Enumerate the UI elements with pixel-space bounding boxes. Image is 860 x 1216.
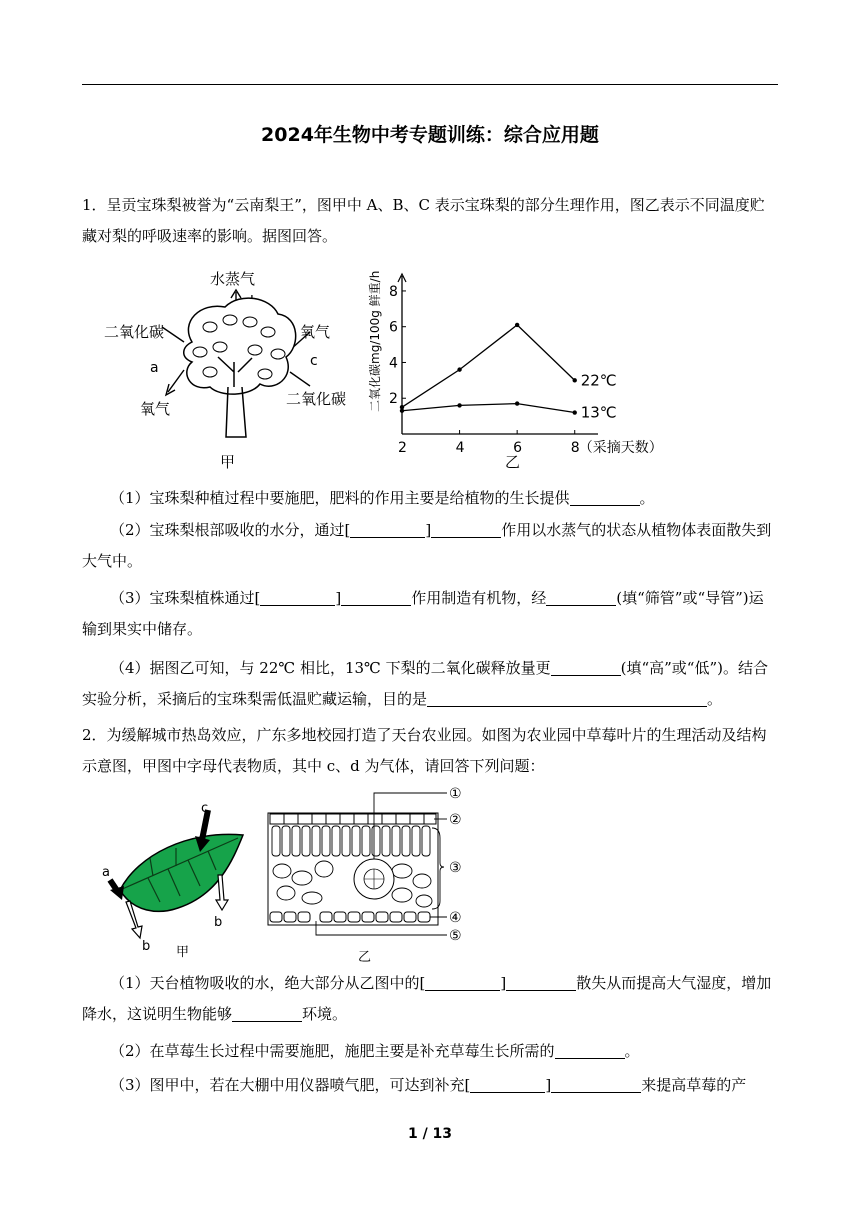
data-point	[400, 409, 404, 413]
leaf-label-b2: b	[142, 939, 151, 954]
label-o2-right: 氧气	[300, 323, 331, 341]
x-tick-label: 2	[398, 440, 407, 456]
leaf-label-a: a	[102, 865, 110, 880]
label-co2-left: 二氧化碳	[104, 323, 165, 341]
section-caption: 乙	[358, 950, 372, 965]
data-point	[573, 410, 577, 414]
series-line	[402, 404, 575, 413]
x-tick-label: 6	[513, 440, 523, 456]
label-co2-right: 二氧化碳	[286, 390, 347, 408]
answer-blank[interactable]	[506, 975, 576, 991]
leaf-diagram	[98, 800, 258, 960]
label-5: ⑤	[449, 928, 462, 944]
q2-part2: （2）在草莓生长过程中需要施肥，施肥主要是补充草莓生长所需的 。	[110, 1042, 640, 1060]
leaf-label-b1: b	[214, 915, 223, 930]
page-title: 2024年生物中考专题训练：综合应用题	[261, 124, 599, 146]
answer-blank[interactable]	[350, 522, 425, 538]
chart-caption: 乙	[505, 453, 521, 471]
answer-blank[interactable]	[427, 691, 707, 707]
series-label: 13℃	[580, 403, 617, 422]
q2-intro: 2．为缓解城市热岛效应，广东多地校园打造了天台农业园。如图为农业园中草莓叶片的生理活动及结构示意图，甲图中字母代表物质，其中 c、d 为气体，请回答下列问题：	[82, 726, 767, 775]
answer-blank[interactable]	[470, 1077, 545, 1093]
label-a: a	[150, 360, 159, 376]
q1-intro: 1．呈贡宝珠梨被誉为“云南梨王”，图甲中 A、B、C 表示宝珠梨的部分生理作用，图乙表示不同温度贮藏对梨的呼吸速率的影响。据图回答。	[82, 196, 765, 245]
answer-blank[interactable]	[551, 1077, 641, 1093]
leaf-caption: 甲	[176, 945, 190, 960]
chart-ylabel: 二氧化碳mg/100g 鲜重/h	[368, 270, 382, 412]
q1-part4: （4）据图乙可知，与 22℃ 相比，13℃ 下梨的二氧化碳释放量更 (填“高”或“低”)。结合实验分析，采摘后的宝珠梨需低温贮藏运输，目的是 。	[82, 659, 768, 708]
tree-diagram	[100, 262, 360, 472]
answer-blank[interactable]	[546, 590, 616, 606]
q1-part3: （3）宝珠梨植株通过[ ] 作用制造有机物，经 (填“筛管”或“导管”)运输到果实中储存。	[82, 589, 764, 638]
x-tick-label: 4	[455, 440, 465, 456]
label-1: ①	[449, 786, 462, 802]
answer-blank[interactable]	[431, 522, 501, 538]
data-point	[457, 367, 461, 371]
answer-blank[interactable]	[570, 490, 640, 506]
data-point	[515, 401, 519, 405]
x-axis-label: （采摘天数）	[578, 440, 663, 456]
page-number: 1 / 13	[407, 1126, 453, 1142]
answer-blank[interactable]	[555, 1043, 625, 1059]
answer-blank[interactable]	[425, 975, 500, 991]
label-c: c	[310, 353, 318, 369]
q1-part2: （2）宝珠梨根部吸收的水分，通过[ ] 作用以水蒸气的状态从植物体表面散失到大气中。	[82, 521, 772, 570]
answer-blank[interactable]	[260, 590, 335, 606]
answer-blank[interactable]	[232, 1006, 302, 1022]
data-point	[515, 323, 519, 327]
tree-caption: 甲	[220, 453, 236, 471]
label-2: ②	[449, 812, 462, 828]
header-rule	[82, 84, 778, 85]
label-vapor: 水蒸气	[210, 270, 256, 288]
y-tick-label: 6	[389, 319, 398, 336]
respiration-chart	[362, 262, 702, 472]
leaf-section-diagram	[262, 783, 482, 968]
y-tick-label: 8	[389, 283, 398, 300]
q2-part1: （1）天台植物吸收的水，绝大部分从乙图中的[ ] 散失从而提高大气湿度，增加降水，这说明生物能够 环境。	[82, 974, 772, 1023]
label-3: ③	[449, 860, 462, 876]
data-point	[573, 378, 577, 382]
data-point	[457, 403, 461, 407]
series-line	[402, 325, 575, 407]
y-tick-label: 4	[389, 355, 398, 372]
answer-blank[interactable]	[341, 590, 411, 606]
leaf-label-c: c	[201, 801, 209, 816]
answer-blank[interactable]	[551, 660, 621, 676]
label-o2-left: 氧气	[140, 400, 171, 418]
q1-part1: （1）宝珠梨种植过程中要施肥，肥料的作用主要是给植物的生长提供 。	[110, 489, 655, 507]
label-4: ④	[449, 910, 462, 926]
x-tick-label: 8	[570, 440, 580, 456]
series-label: 22℃	[580, 371, 617, 390]
y-tick-label: 2	[389, 391, 398, 408]
q2-part3: （3）图甲中，若在大棚中用仪器喷气肥，可达到补充[ ] 来提高草莓的产	[110, 1076, 747, 1094]
